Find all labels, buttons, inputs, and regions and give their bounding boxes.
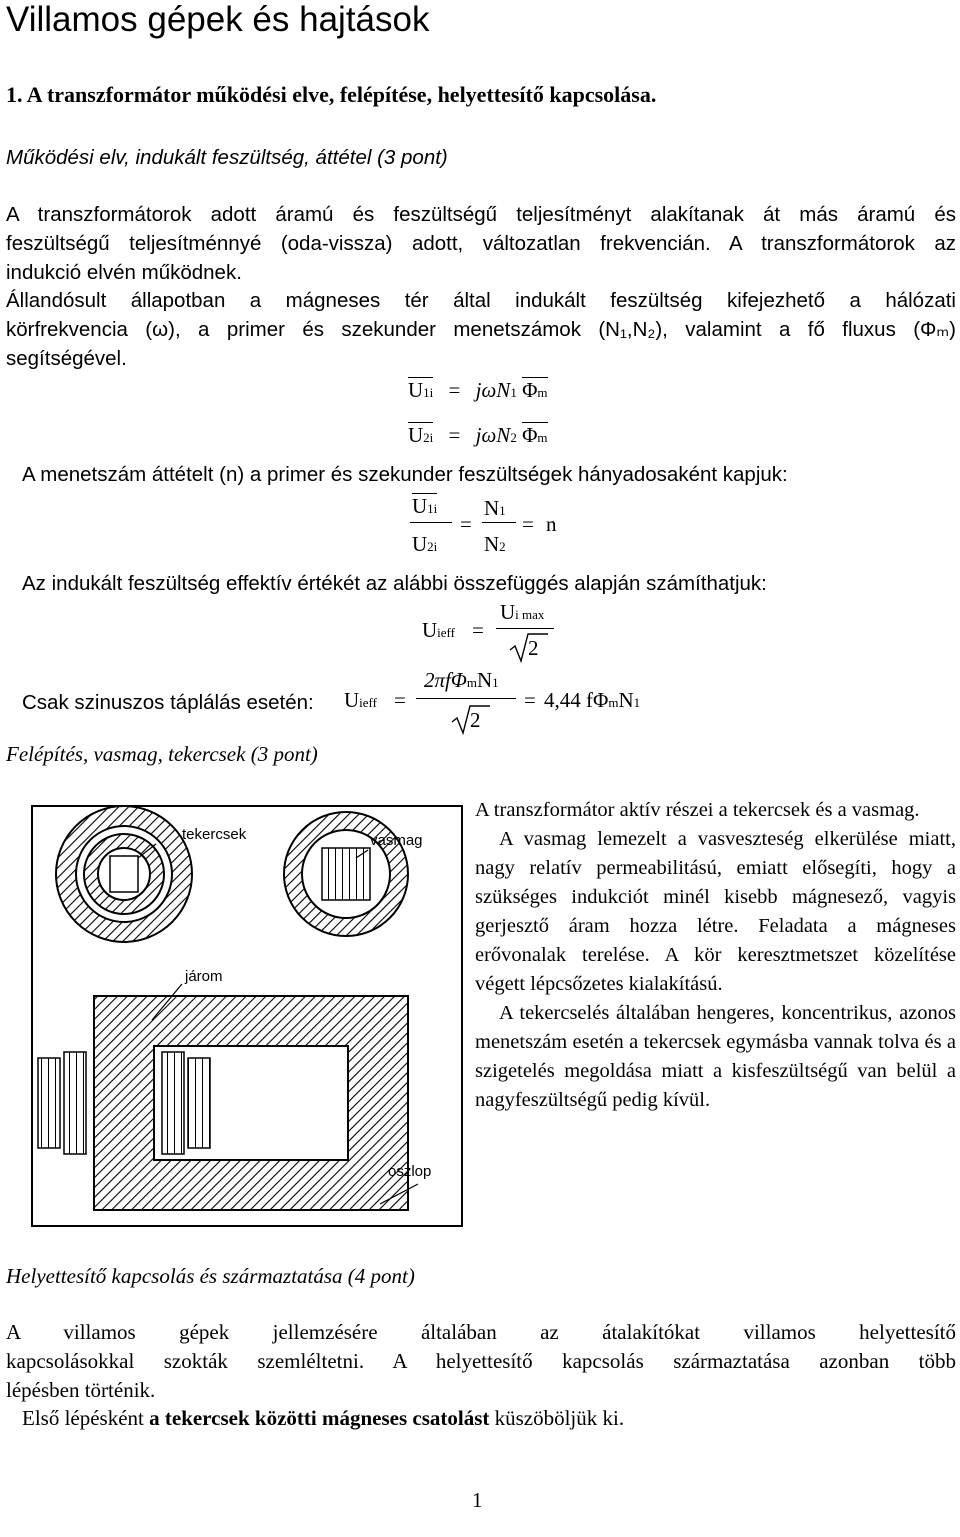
eq-symbol: N <box>618 688 634 712</box>
paragraph-line: A transzformátorok adott áramú és feszültségű teljesítményt alakítanak át más áramú és <box>6 203 956 226</box>
equation-effective <box>422 600 582 670</box>
paragraph-effective-intro: Az indukált feszültség effektív értékét az alábbi összefüggés alapján számíthatjuk: <box>22 572 767 595</box>
paragraph-ratio-intro: A menetszám áttételt (n) a primer és szekunder feszültségek hányadosaként kapjuk: <box>22 463 788 486</box>
subsection-principle: Működési elv, indukált feszültség, áttétel (3 pont) <box>6 146 448 169</box>
eq-symbol: U <box>408 423 424 447</box>
core-front-view <box>94 996 408 1210</box>
eq-symbol: N <box>484 532 500 556</box>
eq-equals: = <box>448 378 461 402</box>
eq-symbol: U <box>422 618 438 642</box>
paragraph-first-step <box>22 1404 624 1433</box>
text-run: Első lépésként <box>22 1406 150 1430</box>
eq-equals: = <box>522 512 534 536</box>
section-heading: 1. A transzformátor működési elve, felépítése, helyettesítő kapcsolása. <box>6 82 657 107</box>
eq-subscript: ieff <box>359 695 377 710</box>
page-title: Villamos gépek és hajtások <box>6 0 430 39</box>
eq-symbol: U <box>412 532 428 556</box>
eq-equals: = <box>448 423 461 447</box>
eq-symbol: N <box>484 496 500 520</box>
paragraph-line: segítségével. <box>6 347 127 370</box>
eq-subscript: m <box>537 385 548 400</box>
label-yoke: járom <box>185 968 223 985</box>
coil-top-view <box>56 806 192 942</box>
paragraph-line: körfrekvencia (ω), a primer és szekunder menetszámok (N₁,N₂), valamint a fő fluxus (Φₘ) <box>6 318 956 341</box>
eq-symbol: Φ <box>522 423 538 447</box>
eq-subscript: i max <box>515 607 545 622</box>
eq-denominator: 2 <box>528 636 539 660</box>
equation-ratio <box>410 494 580 564</box>
eq-subscript: m <box>537 430 548 445</box>
eq-symbol: Φ <box>522 378 538 402</box>
label-coils: tekercsek <box>182 826 247 843</box>
label-column: oszlop <box>388 1163 432 1180</box>
eq-subscript: 1 <box>633 695 641 710</box>
eq-symbol: U <box>408 378 424 402</box>
eq-subscript: 2 <box>510 430 517 445</box>
sinusoidal-label: Csak szinuszos táplálás esetén: <box>22 691 314 714</box>
eq-subscript: 1 <box>492 675 499 690</box>
paragraph-active-parts: A transzformátor aktív részei a tekercsek és a vasmag. <box>475 799 920 821</box>
eq-equals: = <box>472 618 484 642</box>
eq-subscript: 2i <box>423 430 434 445</box>
eq-subscript: m <box>608 695 619 710</box>
right-column-text <box>475 796 956 1115</box>
paragraph-equivalent-circuit <box>6 1318 956 1405</box>
paragraph-intro <box>6 200 956 287</box>
paragraph-steady-state <box>6 286 956 373</box>
eq-term: jωN <box>475 423 511 447</box>
eq-symbol: U <box>500 600 516 624</box>
eq-symbol: U <box>412 494 428 518</box>
eq-term: jωN <box>475 378 511 402</box>
eq-subscript: m <box>466 675 477 690</box>
subsection-structure: Felépítés, vasmag, tekercsek (3 pont) <box>6 742 318 766</box>
eq-lhs <box>408 377 433 402</box>
eq-symbol: U <box>344 688 360 712</box>
paragraph-line: feszültségű teljesítménnyé (oda-vissza) adott, változatlan frekvencián. A transzformátorok az <box>6 232 956 255</box>
eq-subscript: 2i <box>427 539 438 554</box>
eq-term: 2πfΦ <box>424 668 467 692</box>
page-number: 1 <box>472 1488 483 1512</box>
paragraph-line: lépésben történik. <box>6 1378 156 1402</box>
eq-equals: = <box>524 688 536 712</box>
core-top-view <box>284 812 408 936</box>
paragraph-winding: A tekercselés általában hengeres, koncentrikus, azonos menetszám esetén a tekercsek egymásba vannak tolva és a szigetelés megoldása miatt a kisfeszültségű van belül a nagyfeszültségű pedig kívül. <box>475 1002 956 1111</box>
paragraph-core: A vasmag lemezelt a vasveszteség elkerülése miatt, nagy relatív permeabilitású, emiatt elősegíti, hogy a szükséges indukciót minél kisebb mágnesező, vagyis gerjesztő áram hozza létre. Feladata a mágneses erővonalak terelése. A kör keresztmetszet közelítése végett lépcsőzetes kialakítású. <box>475 828 956 995</box>
equation-u2i <box>408 423 548 448</box>
eq-subscript: 1i <box>423 385 434 400</box>
eq-subscript: 2 <box>499 539 506 554</box>
paragraph-line: A villamos gépek jellemzésére általában az átalakítókat villamos helyettesítő <box>6 1320 956 1344</box>
paragraph-line: Állandósult állapotban a mágneses tér által indukált feszültség kifejezhető a hálózati <box>6 289 956 312</box>
label-core: vasmag <box>370 832 423 849</box>
eq-symbol: N <box>476 668 493 692</box>
equation-u1i <box>408 378 548 403</box>
eq-result: n <box>546 512 557 536</box>
eq-subscript: 1 <box>499 503 506 518</box>
text-run: küszöböljük ki. <box>489 1406 625 1430</box>
paragraph-line: kapcsolásokkal szokták szemléltetni. A helyettesítő kapcsolás származtatása azonban több <box>6 1349 956 1373</box>
eq-subscript: 1 <box>510 385 517 400</box>
eq-subscript: 1i <box>427 501 438 516</box>
eq-term: 4,44 fΦ <box>544 688 609 712</box>
eq-equals: = <box>460 512 472 536</box>
subsection-equivalent-circuit: Helyettesítő kapcsolás és származtatása (4 pont) <box>6 1264 415 1288</box>
equation-sinusoidal <box>344 664 684 744</box>
eq-denominator: 2 <box>470 708 481 732</box>
eq-equals: = <box>394 688 406 712</box>
paragraph-line: indukció elvén működnek. <box>6 261 242 284</box>
eq-subscript: ieff <box>437 625 455 640</box>
text-bold: a tekercsek közötti mágneses csatolást <box>149 1406 490 1430</box>
